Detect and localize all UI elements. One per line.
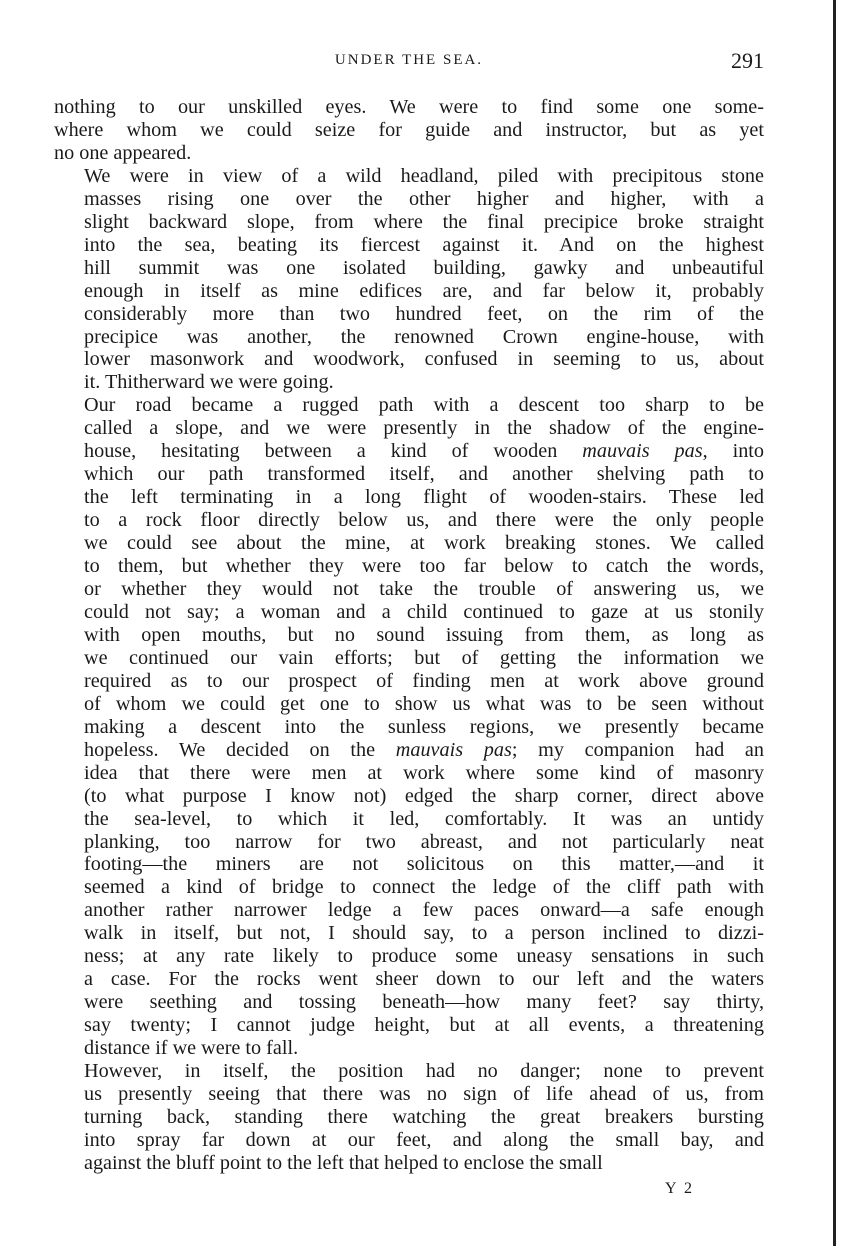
text-line: the sea-level, to which it led, comfortably. It was an untidy xyxy=(84,807,764,830)
signature-mark: Y 2 xyxy=(665,1180,694,1197)
text-line: we continued our vain efforts; but of getting the information we xyxy=(84,646,764,669)
page-edge-rule xyxy=(833,0,836,1246)
text-line: footing—the miners are not solicitous on this matter,—and it xyxy=(84,853,764,876)
text-line: walk in itself, but not, I should say, to a person inclined to dizzi- xyxy=(84,922,764,945)
text-line: of whom we could get one to show us what was to be seen without xyxy=(84,692,764,715)
paragraph xyxy=(54,96,764,165)
text-line: could not say; a woman and a child continued to gaze at us stonily xyxy=(84,600,764,623)
text-line: us presently seeing that there was no sign of life ahead of us, from xyxy=(84,1082,764,1105)
text-line: hopeless. We decided on the mauvais pas; my companion had an xyxy=(84,738,764,761)
text-line: to them, but whether they were too far below to catch the words, xyxy=(84,555,764,578)
text-line: with open mouths, but no sound issuing from them, as long as xyxy=(84,623,764,646)
text-line: to a rock floor directly below us, and there were the only people xyxy=(84,509,764,532)
paragraph xyxy=(54,394,764,1060)
text-line: making a descent into the sunless regions, we presently became xyxy=(84,715,764,738)
text-line: masses rising one over the other higher and higher, with a xyxy=(84,187,764,210)
text-line: or whether they would not take the trouble of answering us, we xyxy=(84,578,764,601)
text-line: nothing to our unskilled eyes. We were to find some one some- xyxy=(54,96,764,118)
text-line: the left terminating in a long flight of wooden-stairs. These led xyxy=(84,486,764,509)
text-line: we could see about the mine, at work breaking stones. We called xyxy=(84,532,764,555)
page-number: 291 xyxy=(731,48,764,73)
text-line: (to what purpose I know not) edged the sharp corner, direct above xyxy=(84,784,764,807)
paragraph xyxy=(54,1060,764,1175)
running-title: UNDER THE SEA. xyxy=(334,52,484,68)
text-line: against the bluff point to the left that helped to enclose the small xyxy=(84,1151,603,1174)
text-line: another rather narrower ledge a few paces onward—a safe enough xyxy=(84,899,764,922)
text-line: planking, too narrow for two abreast, and not particularly neat xyxy=(84,830,764,853)
text-line: called a slope, and we were presently in the shadow of the engine- xyxy=(84,417,764,440)
running-head xyxy=(54,48,764,78)
text-line: slight backward slope, from where the final precipice broke straight xyxy=(84,210,764,233)
text-line: required as to our prospect of finding men at work above ground xyxy=(84,669,764,692)
text-line: seemed a kind of bridge to connect the ledge of the cliff path with xyxy=(84,876,764,899)
text-line: it. Thitherward we were going. xyxy=(84,371,334,394)
text-line: ness; at any rate likely to produce some uneasy sensations in such xyxy=(84,945,764,968)
text-line: enough in itself as mine edifices are, and far below it, probably xyxy=(84,279,764,302)
text-line: a case. For the rocks went sheer down to our left and the waters xyxy=(84,968,764,991)
text-line: We were in view of a wild headland, piled with precipitous stone xyxy=(84,164,764,187)
text-line: lower masonwork and woodwork, confused in seeming to us, about xyxy=(84,348,764,371)
text-line: say twenty; I cannot judge height, but at all events, a threatening xyxy=(84,1014,764,1037)
text-line: which our path transformed itself, and another shelving path to xyxy=(84,463,764,486)
text-line: into the sea, beating its fiercest against it. And on the highest xyxy=(84,233,764,256)
text-line: However, in itself, the position had no danger; none to prevent xyxy=(84,1060,764,1083)
text-line: idea that there were men at work where some kind of masonry xyxy=(84,761,764,784)
paragraph xyxy=(54,165,764,395)
text-line: were seething and tossing beneath—how many feet? say thirty, xyxy=(84,991,764,1014)
text-line: no one appeared. xyxy=(54,141,192,164)
text-line: considerably more than two hundred feet, on the rim of the xyxy=(84,302,764,325)
text-line: into spray far down at our feet, and along the small bay, and xyxy=(84,1128,764,1151)
text-line: precipice was another, the renowned Crown engine-house, with xyxy=(84,325,764,348)
text-line: distance if we were to fall. xyxy=(84,1037,299,1060)
text-line: turning back, standing there watching the great breakers bursting xyxy=(84,1105,764,1128)
text-line: house, hesitating between a kind of wooden mauvais pas, into xyxy=(84,440,764,463)
body-text xyxy=(54,96,764,1175)
text-line: hill summit was one isolated building, gawky and unbeautiful xyxy=(84,256,764,279)
text-line: where whom we could seize for guide and instructor, but as yet xyxy=(54,118,764,141)
text-line: Our road became a rugged path with a descent too sharp to be xyxy=(84,394,764,417)
